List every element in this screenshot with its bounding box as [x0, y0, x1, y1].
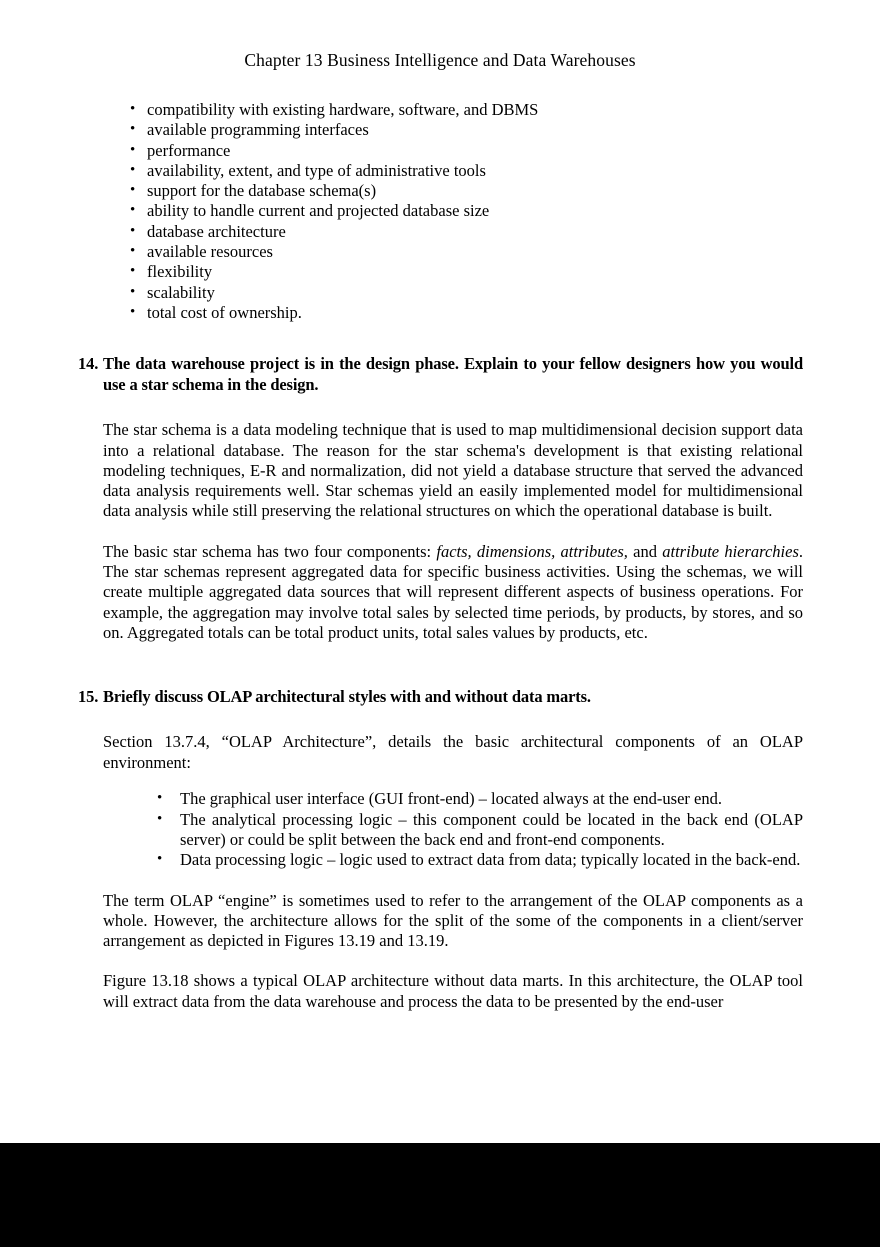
- paragraph-2-segment-2: and: [627, 541, 663, 561]
- list-item: • The analytical processing logic – this component could be located in the back end (OLAP server) or could be split between the back end and front-end components.: [180, 810, 803, 851]
- page-bottom-black-band: [0, 1143, 880, 1247]
- list-item: • flexibility: [147, 262, 880, 282]
- list-item: • availability, extent, and type of administrative tools: [147, 161, 880, 181]
- question-15-paragraph-1: Section 13.7.4, “OLAP Architecture”, details the basic architectural components of an OLAP environment:: [103, 732, 803, 772]
- italic-term-facts-dimensions-attributes: facts, dimensions, attributes,: [436, 541, 628, 561]
- italic-term-attribute-hierarchies: attribute hierarchies: [662, 541, 799, 561]
- list-item: • scalability: [147, 283, 880, 303]
- question-14-paragraph-1: The star schema is a data modeling technique that is used to map multidimensional decision support data into a relational database. The reason for the star schema's development is that existing relational modeling techniques, E-R and normalization, did not yield a database structure that served the advanced data analysis requirements well. Star schemas yield an easily implemented model for multidimensional data analysis while still preserving the relational structures on which the operational database is built.: [103, 420, 803, 521]
- question-14-heading: [78, 353, 803, 395]
- question-14-number: 14.: [78, 354, 99, 374]
- criteria-bullet-list: [0, 100, 880, 323]
- olap-components-list: [0, 789, 880, 870]
- running-header: Chapter 13 Business Intelligence and Data Warehouses: [244, 50, 636, 70]
- paragraph-2-segment-1: The basic star schema has two four components:: [103, 541, 437, 561]
- question-14-heading-text: The data warehouse project is in the design phase. Explain to your fellow designers how you would use a star schema in the design.: [103, 354, 803, 395]
- question-15-paragraph-2: The term OLAP “engine” is sometimes used to refer to the arrangement of the OLAP components as a whole. However, the architecture allows for the split of the some of the components in a client/server arrangement as depicted in Figures 13.19 and 13.19.: [103, 890, 803, 951]
- question-14-paragraph-2: [103, 542, 803, 643]
- question-15-heading: [78, 686, 803, 707]
- question-15-heading-text: Briefly discuss OLAP architectural styles with and without data marts.: [103, 687, 591, 707]
- list-item: • total cost of ownership.: [147, 303, 880, 323]
- paragraph-2-segment-3: . The star schemas represent aggregated data for specific business activities. Using the schemas, we will create multiple aggregated data sources that will represent different aspects of business operations. For example, the aggregation may involve total sales by selected time periods, by products, by stores, and so on. Aggregated totals can be total product units, total sales values by products, etc.: [103, 541, 804, 642]
- list-item: • compatibility with existing hardware, software, and DBMS: [147, 100, 880, 120]
- list-item: • performance: [147, 141, 880, 161]
- question-15-paragraph-3: Figure 13.18 shows a typical OLAP architecture without data marts. In this architecture, the OLAP tool will extract data from the data warehouse and process the data to be presented by the end-user: [103, 971, 803, 1011]
- list-item: • The graphical user interface (GUI front-end) – located always at the end-user end.: [180, 789, 803, 809]
- list-item: • Data processing logic – logic used to extract data from data; typically located in the back-end.: [180, 850, 803, 870]
- list-item: • available resources: [147, 242, 880, 262]
- list-item: • support for the database schema(s): [147, 181, 880, 201]
- list-item: • available programming interfaces: [147, 120, 880, 140]
- list-item: • database architecture: [147, 222, 880, 242]
- question-15-number: 15.: [78, 687, 99, 707]
- list-item: • ability to handle current and projected database size: [147, 201, 880, 221]
